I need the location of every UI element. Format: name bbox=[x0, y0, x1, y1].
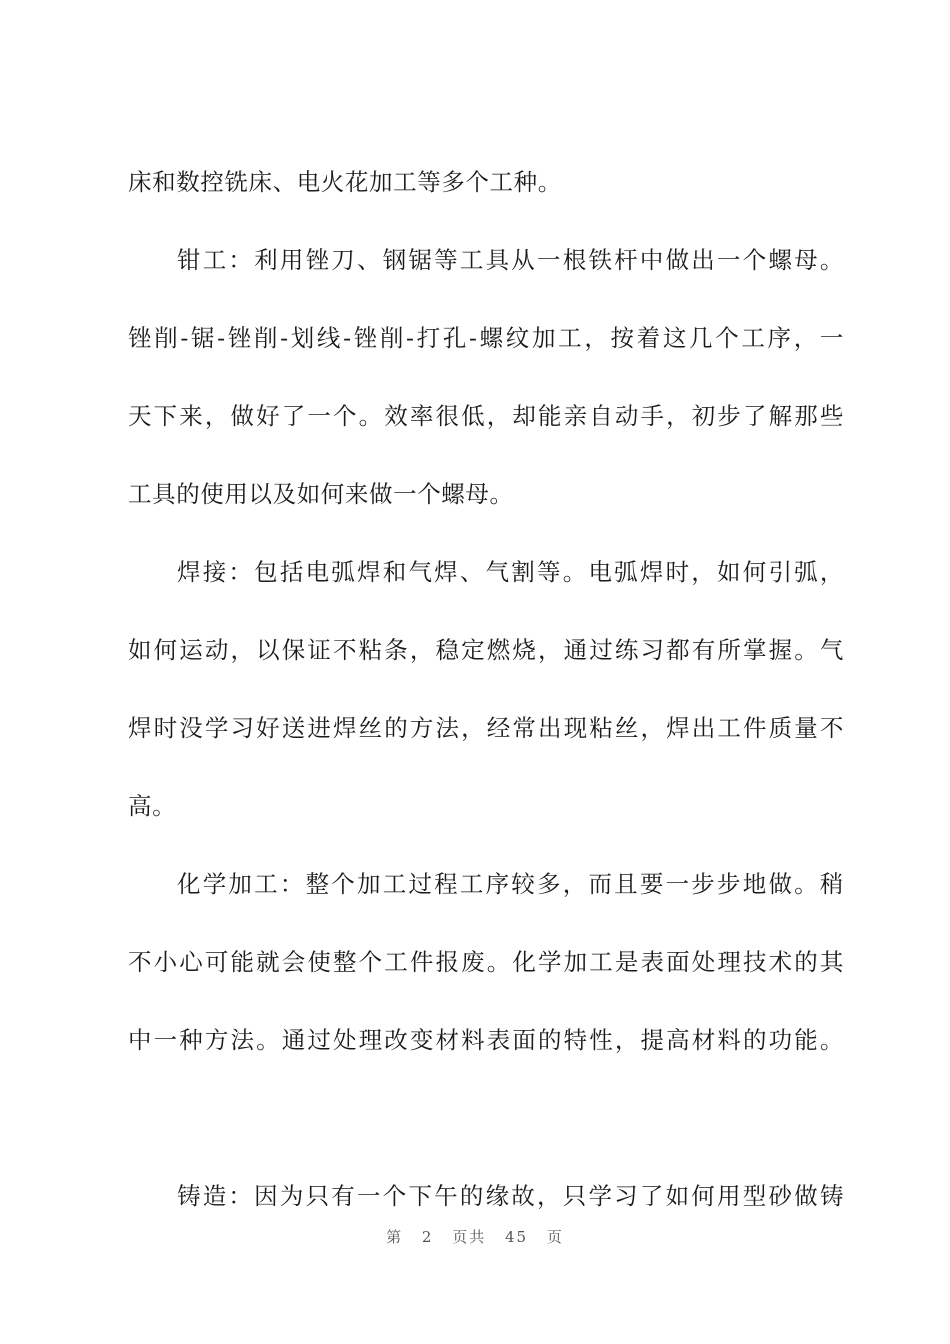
footer-suffix: 页 bbox=[546, 1228, 564, 1246]
paragraph-chemical-start: 化学加工：整个加工过程工序较多，而且要一步步地做。稍 bbox=[177, 870, 844, 898]
text-line: 锉削-锯-锉削-划线-锉削-打孔-螺纹加工，按着这几个工序，一 bbox=[128, 324, 844, 352]
text-line: 如何运动，以保证不粘条，稳定燃烧，通过练习都有所掌握。气 bbox=[128, 636, 844, 664]
text-line: 工具的使用以及如何来做一个螺母。 bbox=[128, 480, 514, 508]
footer-prefix: 第 bbox=[386, 1228, 404, 1246]
text-line: 天下来，做好了一个。效率很低，却能亲自动手，初步了解那些 bbox=[128, 402, 844, 430]
footer-middle: 页共 bbox=[452, 1228, 487, 1246]
body-text bbox=[128, 143, 844, 1235]
paragraph-gap bbox=[128, 1079, 844, 1157]
paragraph-fitter-start: 钳工：利用锉刀、钢锯等工具从一根铁杆中做出一个螺母。 bbox=[177, 246, 844, 274]
page-footer bbox=[0, 1226, 950, 1247]
text-line: 不小心可能就会使整个工件报废。化学加工是表面处理技术的其 bbox=[128, 948, 844, 976]
text-line: 床和数控铣床、电火花加工等多个工种。 bbox=[128, 168, 562, 196]
page-number: 2 bbox=[421, 1228, 434, 1246]
text-line: 焊时没学习好送进焊丝的方法，经常出现粘丝，焊出工件质量不 bbox=[128, 714, 844, 742]
text-line: 高。 bbox=[128, 792, 177, 820]
total-pages: 45 bbox=[505, 1228, 529, 1246]
paragraph-welding-start: 焊接：包括电弧焊和气焊、气割等。电弧焊时，如何引弧， bbox=[177, 558, 844, 586]
paragraph-casting-start: 铸造：因为只有一个下午的缘故，只学习了如何用型砂做铸 bbox=[177, 1182, 844, 1210]
text-line: 中一种方法。通过处理改变材料表面的特性，提高材料的功能。 bbox=[128, 1026, 844, 1054]
